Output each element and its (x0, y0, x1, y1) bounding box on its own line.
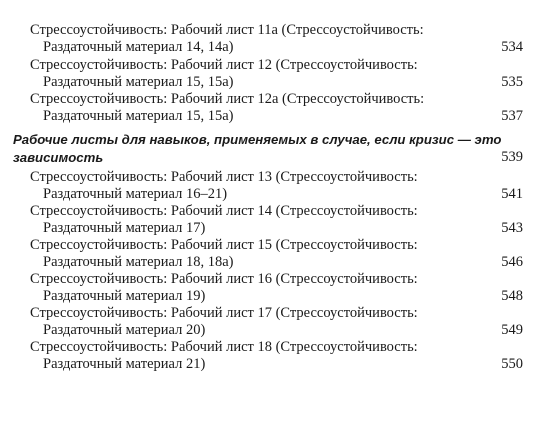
toc-entry-title: Стрессоустойчивость: Рабочий лист 14 (Стрессоустойчивость: (30, 203, 418, 219)
section-title-continued: зависимость (13, 150, 104, 165)
toc-entry-title: Стрессоустойчивость: Рабочий лист 12 (Стрессоустойчивость: (30, 57, 418, 73)
toc-entry-title-continued: Раздаточный материал 15, 15а) (43, 108, 234, 124)
toc-page-number: 539 (501, 149, 523, 165)
toc-page-number: 543 (501, 220, 523, 236)
toc-page-number: 535 (501, 74, 523, 90)
toc-entry-title-continued: Раздаточный материал 18, 18а) (43, 254, 234, 270)
toc-entry-title-continued: Раздаточный материал 17) (43, 220, 206, 236)
toc-entry-title: Стрессоустойчивость: Рабочий лист 17 (Стрессоустойчивость: (30, 305, 418, 321)
toc-entry-title: Стрессоустойчивость: Рабочий лист 15 (Стрессоустойчивость: (30, 237, 418, 253)
toc-entry-title: Стрессоустойчивость: Рабочий лист 13 (Стрессоустойчивость: (30, 169, 418, 185)
toc-page-number: 546 (501, 254, 523, 270)
toc-entry-title: Стрессоустойчивость: Рабочий лист 11а (Стрессоустойчивость: (30, 22, 424, 38)
section-title: Рабочие листы для навыков, применяемых в случае, если кризис — это (13, 132, 502, 147)
toc-entry-title-continued: Раздаточный материал 14, 14а) (43, 39, 234, 55)
toc-page-number: 534 (501, 39, 523, 55)
toc-entry-title: Стрессоустойчивость: Рабочий лист 18 (Стрессоустойчивость: (30, 339, 418, 355)
toc-page-number: 548 (501, 288, 523, 304)
toc-entry-title: Стрессоустойчивость: Рабочий лист 16 (Стрессоустойчивость: (30, 271, 418, 287)
toc-entry-title-continued: Раздаточный материал 16–21) (43, 186, 228, 202)
toc-entry-title-continued: Раздаточный материал 15, 15а) (43, 74, 234, 90)
toc-entry-title-continued: Раздаточный материал 20) (43, 322, 206, 338)
toc-page-number: 549 (501, 322, 523, 338)
toc-page-number: 541 (501, 186, 523, 202)
toc-page-number: 550 (501, 356, 523, 372)
toc-entry-title: Стрессоустойчивость: Рабочий лист 12а (Стрессоустойчивость: (30, 91, 425, 107)
toc-entry-title-continued: Раздаточный материал 19) (43, 288, 206, 304)
toc-page-number: 537 (501, 108, 523, 124)
toc-entry-title-continued: Раздаточный материал 21) (43, 356, 206, 372)
